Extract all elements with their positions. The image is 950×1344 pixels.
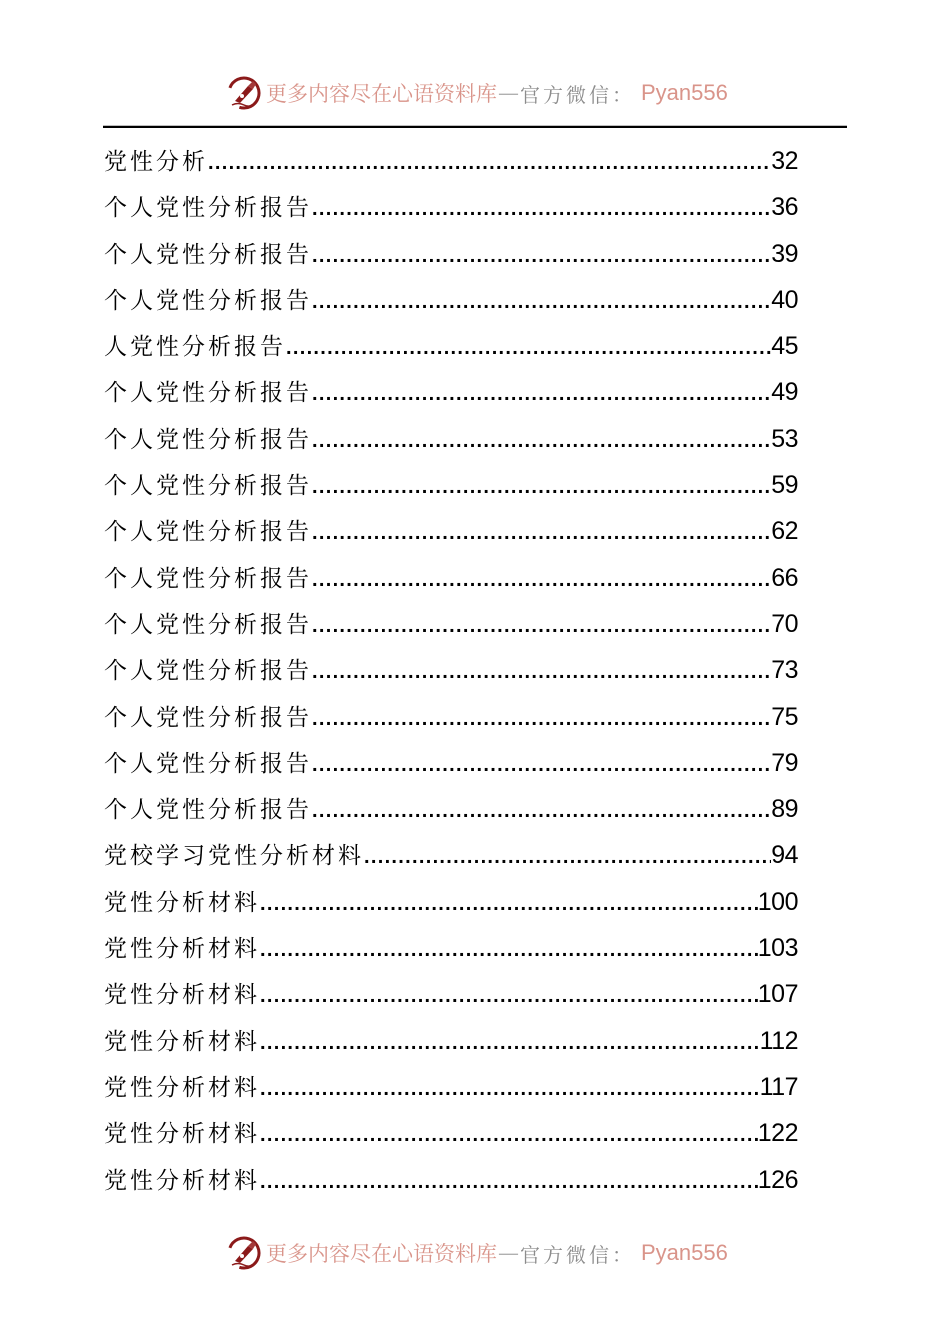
toc-entry-page: 75 — [771, 702, 798, 731]
toc-entry-title: 党性分析材料 — [104, 936, 260, 963]
toc-dot-leader — [312, 376, 771, 412]
toc-dot-leader — [208, 145, 771, 181]
quill-pen-logo-icon — [226, 1235, 262, 1271]
toc-entry[interactable] — [104, 374, 798, 420]
toc-entry[interactable] — [104, 421, 798, 467]
toc-entry[interactable] — [104, 930, 798, 976]
toc-entry[interactable] — [104, 236, 798, 282]
toc-dot-leader — [260, 1025, 760, 1061]
toc-entry-page: 32 — [771, 147, 798, 175]
watermark-wechat-label: 官方微信： — [520, 82, 635, 107]
toc-entry-title: 个人党性分析报告 — [104, 611, 312, 638]
toc-entry-title: 党性分析材料 — [104, 1028, 260, 1055]
toc-dot-leader — [364, 839, 771, 875]
toc-dot-leader — [286, 330, 771, 366]
toc-dot-leader — [312, 562, 771, 598]
toc-entry-page: 49 — [771, 378, 798, 407]
toc-entry-page: 36 — [771, 193, 798, 222]
watermark-wechat-id: Pyan556 — [641, 80, 728, 105]
toc-entry-page: 73 — [771, 656, 798, 685]
toc-entry[interactable] — [104, 652, 798, 698]
toc-entry-page: 103 — [757, 934, 798, 963]
toc-entry-page: 53 — [771, 424, 798, 453]
toc-entry-title: 个人党性分析报告 — [104, 704, 312, 731]
toc-dot-leader — [312, 191, 771, 227]
toc-entry[interactable] — [104, 837, 798, 883]
toc-entry-title: 党性分析材料 — [104, 1074, 260, 1101]
toc-entry-page: 40 — [771, 285, 798, 314]
toc-entry[interactable] — [104, 513, 798, 559]
toc-entry-page: 45 — [771, 332, 798, 361]
toc-entry-page: 66 — [771, 563, 798, 592]
toc-dot-leader — [312, 747, 771, 783]
toc-entry[interactable] — [104, 189, 798, 235]
toc-entry[interactable] — [104, 143, 798, 189]
toc-entry-page: 89 — [771, 795, 798, 824]
toc-dot-leader — [312, 238, 771, 274]
toc-entry-title: 党性分析材料 — [104, 889, 260, 916]
toc-entry[interactable] — [104, 560, 798, 606]
toc-dot-leader — [312, 284, 771, 320]
toc-entry-page: 107 — [757, 980, 798, 1009]
toc-entry[interactable] — [104, 1115, 798, 1161]
toc-dot-leader — [260, 1071, 760, 1107]
toc-dot-leader — [312, 793, 771, 829]
toc-entry-page: 122 — [757, 1119, 798, 1148]
toc-entry-title: 个人党性分析报告 — [104, 797, 312, 824]
toc-entry[interactable] — [104, 1162, 798, 1208]
toc-dot-leader — [260, 1117, 758, 1153]
toc-entry[interactable] — [104, 976, 798, 1022]
quill-pen-logo-icon — [226, 75, 262, 111]
toc-entry-title: 个人党性分析报告 — [104, 519, 312, 546]
toc-entry-title: 个人党性分析报告 — [104, 473, 312, 500]
toc-entry[interactable] — [104, 467, 798, 513]
toc-entry-page: 117 — [759, 1072, 798, 1101]
toc-entry-title: 个人党性分析报告 — [104, 426, 312, 453]
toc-entry[interactable] — [104, 606, 798, 652]
toc-entry[interactable] — [104, 791, 798, 837]
toc-entry-page: 126 — [757, 1165, 798, 1194]
toc-entry-title: 个人党性分析报告 — [104, 195, 312, 222]
toc-dot-leader — [260, 1164, 758, 1200]
toc-dot-leader — [312, 608, 771, 644]
toc-dot-leader — [260, 932, 758, 968]
toc-dot-leader — [312, 654, 771, 690]
toc-dot-leader — [260, 886, 758, 922]
toc-entry-title: 个人党性分析报告 — [104, 658, 312, 685]
toc-entry-page: 112 — [759, 1026, 798, 1055]
toc-entry-title: 党性分析 — [104, 149, 208, 175]
toc-entry-page: 100 — [757, 887, 798, 916]
toc-entry-page: 59 — [771, 471, 798, 500]
watermark-wechat-label: 官方微信： — [520, 1242, 635, 1267]
toc-entry[interactable] — [104, 699, 798, 745]
toc-entry-title: 个人党性分析报告 — [104, 565, 312, 592]
toc-entry-title: 党性分析材料 — [104, 1121, 260, 1148]
toc-entry[interactable] — [104, 328, 798, 374]
watermark-site-text: 更多内容尽在心语资料库 — [266, 82, 497, 106]
table-of-contents — [104, 143, 798, 1208]
header-divider — [103, 126, 847, 128]
toc-dot-leader — [260, 978, 758, 1014]
toc-dot-leader — [312, 701, 771, 737]
footer-watermark — [226, 1233, 726, 1273]
toc-dot-leader — [312, 515, 771, 551]
watermark-dash: — — [498, 1241, 519, 1265]
toc-dot-leader — [312, 423, 771, 459]
toc-entry[interactable] — [104, 745, 798, 791]
toc-entry-title: 个人党性分析报告 — [104, 241, 312, 268]
toc-entry-title: 个人党性分析报告 — [104, 380, 312, 407]
toc-entry[interactable] — [104, 884, 798, 930]
toc-entry-title: 党校学习党性分析材料 — [104, 843, 364, 870]
toc-entry-title: 党性分析材料 — [104, 1167, 260, 1194]
toc-entry-title: 个人党性分析报告 — [104, 287, 312, 314]
toc-entry-page: 70 — [771, 609, 798, 638]
toc-entry[interactable] — [104, 1069, 798, 1115]
header-watermark — [226, 73, 726, 113]
toc-entry-title: 党性分析材料 — [104, 982, 260, 1009]
toc-entry-page: 62 — [771, 517, 798, 546]
toc-entry-title: 人党性分析报告 — [104, 334, 286, 361]
toc-entry[interactable] — [104, 1023, 798, 1069]
toc-entry-page: 39 — [771, 239, 798, 268]
watermark-wechat-id: Pyan556 — [641, 1240, 728, 1265]
watermark-dash: — — [498, 81, 519, 105]
toc-entry[interactable] — [104, 282, 798, 328]
watermark-site-text: 更多内容尽在心语资料库 — [266, 1242, 497, 1266]
toc-dot-leader — [312, 469, 771, 505]
toc-entry-page: 94 — [771, 841, 798, 870]
toc-entry-title: 个人党性分析报告 — [104, 750, 312, 777]
toc-entry-page: 79 — [771, 748, 798, 777]
